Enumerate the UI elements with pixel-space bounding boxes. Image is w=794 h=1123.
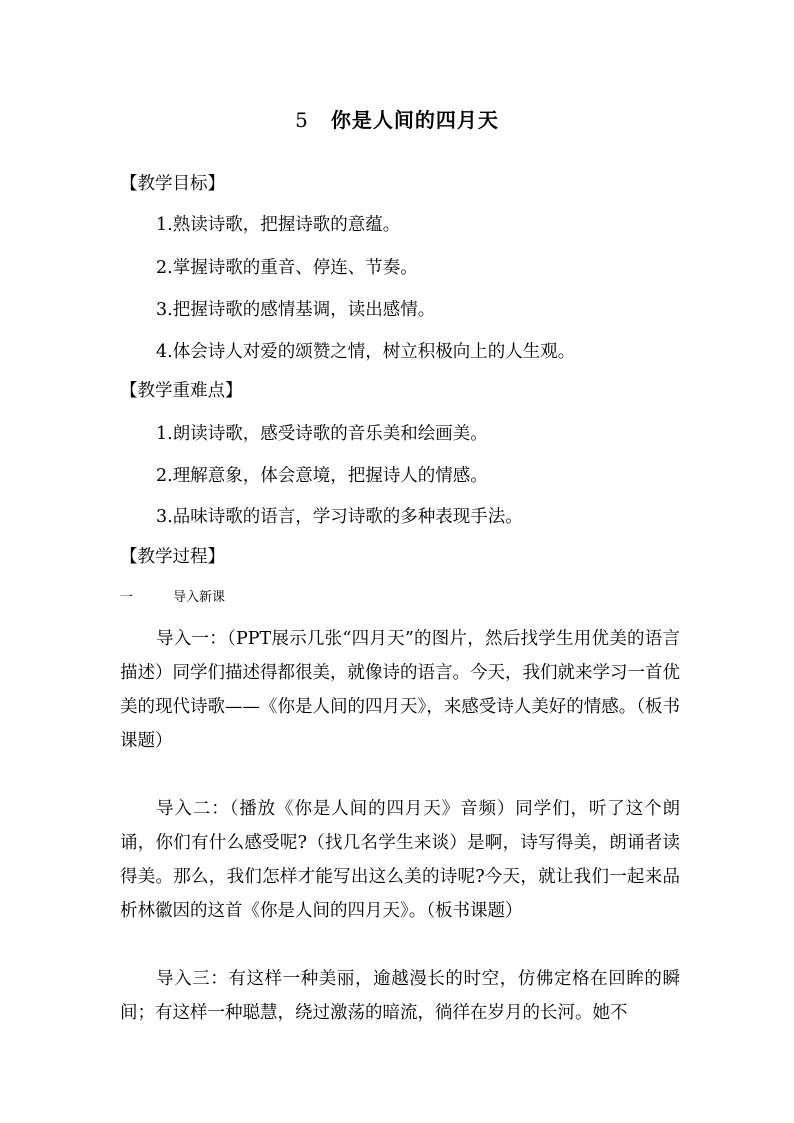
paragraph: 导入二：（播放《你是人间的四月天》音频）同学们，听了这个朗诵，你们有什么感受呢?（找几名学生来谈）是啊，诗写得美，朗诵者读得美。那么，我们怎样才能写出这么美的诗呢?今天，就让我们一起来品析林徽因的这首《你是人间的四月天》。（板书课题） xyxy=(120,799,680,921)
lesson-title: 你是人间的四月天 xyxy=(330,108,499,132)
goal-item: 2.掌握诗歌的重音、停连、节奏。 xyxy=(156,258,418,278)
subsection-number: 一 xyxy=(120,590,134,605)
key-points-heading: 【教学重难点】 xyxy=(120,381,243,401)
goal-item: 1.熟读诗歌，把握诗歌的意蕴。 xyxy=(156,215,401,235)
page-title xyxy=(0,104,794,133)
paragraph: 导入三：有这样一种美丽，逾越漫长的时空，仿佛定格在回眸的瞬间；有这样一种聪慧，绕过激荡的暗流，徜徉在岁月的长河。她不 xyxy=(120,969,680,1023)
lesson-number: 5 xyxy=(295,108,309,132)
key-point-item: 3.品味诗歌的语言，学习诗歌的多种表现手法。 xyxy=(156,507,523,527)
key-point-item: 2.理解意象，体会意境，把握诗人的情感。 xyxy=(156,466,488,486)
paragraph: 导入一：（PPT展示几张“四月天”的图片，然后找学生用优美的语言描述）同学们描述得都很美，就像诗的语言。今天，我们就来学习一首优美的现代诗歌——《你是人间的四月天》，来感受诗人美好的情感。（板书课题） xyxy=(120,629,680,751)
process-heading: 【教学过程】 xyxy=(120,547,225,567)
subsection-title: 导入新课 xyxy=(173,590,226,605)
goal-item: 4.体会诗人对爱的颂赞之情，树立积极向上的人生观。 xyxy=(156,342,576,362)
goals-heading: 【教学目标】 xyxy=(120,174,225,194)
key-point-item: 1.朗读诗歌，感受诗歌的音乐美和绘画美。 xyxy=(156,424,488,444)
goal-item: 3.把握诗歌的感情基调，读出感情。 xyxy=(156,300,436,320)
subsection-heading xyxy=(120,586,225,605)
